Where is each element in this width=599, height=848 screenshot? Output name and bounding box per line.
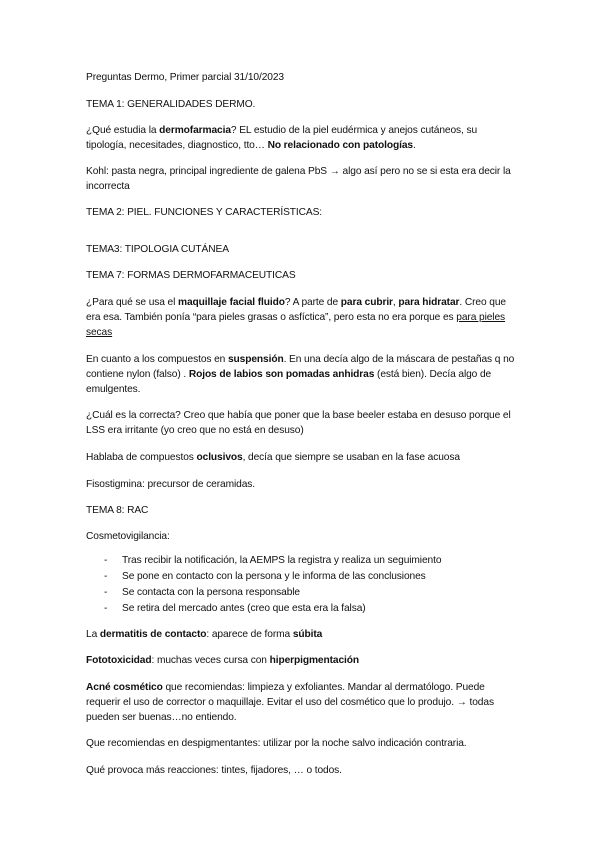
list-bullet: - [104, 587, 108, 598]
question-maquillaje-line-3: secas [86, 327, 113, 338]
list-bullet: - [104, 603, 108, 614]
heading-tema-7: TEMA 7: FORMAS DERMOFARMACEUTICAS [86, 270, 296, 281]
despigmentantes-line: Que recomiendas en despigmentantes: utilizar por la noche salvo indicación contraria. [86, 738, 467, 749]
acne-line-3: pueden ser buenas…no entiendo. [86, 712, 237, 723]
list-bullet: - [104, 555, 108, 566]
list-bullet: - [104, 571, 108, 582]
question-dermofarmacia-line-2: tipología, necesitades, diagnostico, tto… No relacionado con patologías. [86, 140, 416, 151]
question-suspension-line-3: emulgentes. [86, 384, 141, 395]
list-item: Se pone en contacto con la persona y le informa de las conclusiones [122, 571, 426, 582]
question-maquillaje-line-2: era esa. También ponía “para pieles grasas o asfíctica”, pero esta no era porque es para pieles [86, 312, 506, 323]
heading-tema-1: TEMA 1: GENERALIDADES DERMO. [86, 99, 256, 110]
dermatitis-line: La dermatitis de contacto: aparece de forma súbita [86, 629, 323, 640]
acne-line-2: requerir el uso de corrector o maquillaje. Evitar el uso del cosmético que lo produjo. → todas [86, 697, 494, 708]
list-item: Se retira del mercado antes (creo que esta era la falsa) [122, 603, 366, 614]
heading-tema-2: TEMA 2: PIEL. FUNCIONES Y CARACTERÍSTICAS: [86, 207, 323, 218]
cosmetovigilancia-label: Cosmetovigilancia: [86, 531, 170, 542]
question-suspension-line-1: En cuanto a los compuestos en suspensión. En una decía algo de la máscara de pestañas q no [86, 354, 515, 365]
list-item: Se contacta con la persona responsable [122, 587, 300, 598]
question-correcta-line-1: ¿Cuál es la correcta? Creo que había que poner que la base beeler estaba en desuso porque el [86, 410, 511, 421]
question-maquillaje-line-1: ¿Para qué se usa el maquillaje facial fluido? A parte de para cubrir, para hidratar. Creo que [86, 297, 506, 308]
reacciones-line: Qué provoca más reacciones: tintes, fijadores, … o todos. [86, 765, 342, 776]
list-item: Tras recibir la notificación, la AEMPS la registra y realiza un seguimiento [122, 555, 442, 566]
kohl-line-2: incorrecta [86, 181, 130, 192]
question-suspension-line-2: contiene nylon (falso) . Rojos de labios son pomadas anhidras (está bien). Decía algo de [86, 369, 492, 380]
doc-title: Preguntas Dermo, Primer parcial 31/10/2023 [86, 72, 284, 83]
fototoxicidad-line: Fototoxicidad: muchas veces cursa con hiperpigmentación [86, 655, 360, 666]
question-dermofarmacia-line-1: ¿Qué estudia la dermofarmacia? EL estudio de la piel eudérmica y anejos cutáneos, su [86, 125, 478, 136]
heading-tema-8: TEMA 8: RAC [86, 505, 149, 516]
question-oclusivos: Hablaba de compuestos oclusivos, decía que siempre se usaban en la fase acuosa [86, 452, 460, 463]
acne-line-1: Acné cosmético que recomiendas: limpieza y exfoliantes. Mandar al dermatólogo. Puede [86, 682, 485, 693]
heading-tema-3: TEMA3: TIPOLOGIA CUTÁNEA [86, 244, 229, 255]
question-correcta-line-2: LSS era irritante (yo creo que no está en desuso) [86, 425, 304, 436]
kohl-line-1: Kohl: pasta negra, principal ingrediente de galena PbS → algo así pero no se si esta era decir la [86, 166, 511, 177]
fisostigmina-line: Fisostigmina: precursor de ceramidas. [86, 479, 255, 490]
